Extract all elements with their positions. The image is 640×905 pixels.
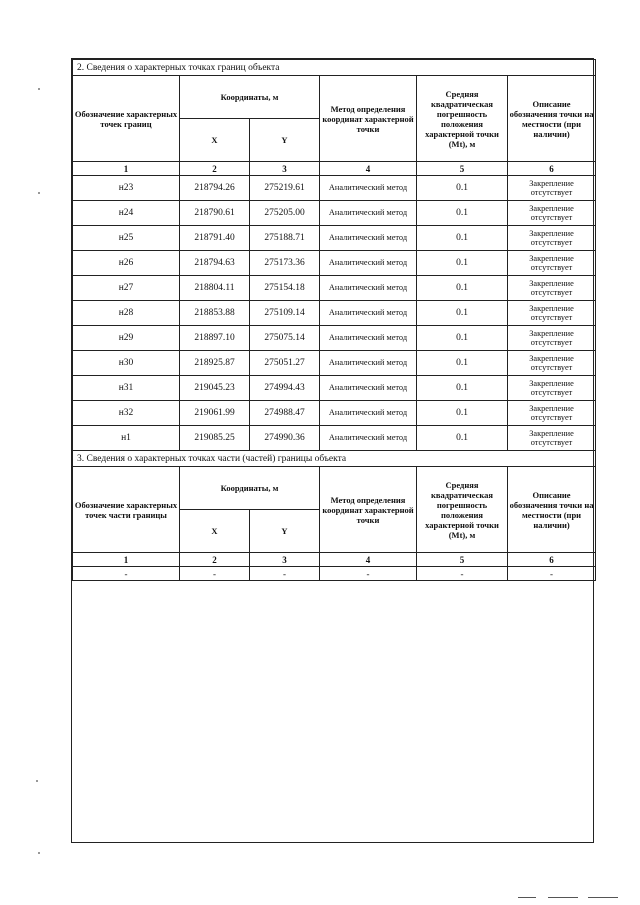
header-designation: Обозначение характерных точек части границы (73, 467, 180, 553)
point-x: 218790.61 (180, 201, 250, 226)
point-y: 275173.36 (250, 251, 320, 276)
scan-line-artifact (548, 897, 578, 898)
section2-title: 2. Сведения о характерных точках границ объекта (73, 60, 596, 76)
point-desc: Закрепление отсутствует (508, 326, 596, 351)
table-row (73, 276, 596, 301)
header-method: Метод определения координат характерной точки (320, 467, 417, 553)
empty-cell: - (508, 567, 596, 581)
point-desc: Закрепление отсутствует (508, 251, 596, 276)
point-mt: 0.1 (417, 401, 508, 426)
point-y: 275154.18 (250, 276, 320, 301)
point-y: 275051.27 (250, 351, 320, 376)
point-desc: Закрепление отсутствует (508, 426, 596, 451)
point-method: Аналитический метод (320, 376, 417, 401)
point-x: 218804.11 (180, 276, 250, 301)
header-error: Средняя квадратическая погрешность положения характерной точки (Mt), м (417, 76, 508, 162)
empty-data-row (73, 567, 596, 581)
point-name: н24 (73, 201, 180, 226)
col-number: 1 (73, 162, 180, 176)
col-number: 1 (73, 553, 180, 567)
point-x: 218853.88 (180, 301, 250, 326)
col-number: 2 (180, 553, 250, 567)
point-method: Аналитический метод (320, 426, 417, 451)
table-row (73, 426, 596, 451)
point-x: 218897.10 (180, 326, 250, 351)
point-mt: 0.1 (417, 251, 508, 276)
table-row (73, 201, 596, 226)
header-designation: Обозначение характерных точек границ (73, 76, 180, 162)
header-coords: Координаты, м (180, 467, 320, 510)
document-frame (71, 58, 594, 843)
point-x: 218794.63 (180, 251, 250, 276)
point-y: 275109.14 (250, 301, 320, 326)
point-mt: 0.1 (417, 301, 508, 326)
empty-cell: - (250, 567, 320, 581)
point-mt: 0.1 (417, 226, 508, 251)
empty-cell: - (320, 567, 417, 581)
table-row (73, 376, 596, 401)
point-mt: 0.1 (417, 201, 508, 226)
points-body (73, 176, 596, 451)
point-mt: 0.1 (417, 376, 508, 401)
point-method: Аналитический метод (320, 201, 417, 226)
column-numbers-row (73, 162, 596, 176)
header-x: X (180, 510, 250, 553)
point-method: Аналитический метод (320, 326, 417, 351)
header-method: Метод определения координат характерной точки (320, 76, 417, 162)
point-x: 218791.40 (180, 226, 250, 251)
col-number: 5 (417, 162, 508, 176)
table-row (73, 301, 596, 326)
point-method: Аналитический метод (320, 176, 417, 201)
table-row (73, 226, 596, 251)
empty-cell: - (73, 567, 180, 581)
header-coords: Координаты, м (180, 76, 320, 119)
point-x: 219045.23 (180, 376, 250, 401)
point-name: н30 (73, 351, 180, 376)
point-x: 219085.25 (180, 426, 250, 451)
point-y: 275188.71 (250, 226, 320, 251)
point-desc: Закрепление отсутствует (508, 226, 596, 251)
header-y: Y (250, 119, 320, 162)
section3-title: 3. Сведения о характерных точках части (частей) границы объекта (73, 451, 596, 467)
col-number: 6 (508, 553, 596, 567)
table-row (73, 351, 596, 376)
point-method: Аналитический метод (320, 276, 417, 301)
header-desc: Описание обозначения точки на местности (при наличии) (508, 76, 596, 162)
header-error: Средняя квадратическая погрешность положения характерной точки (Mt), м (417, 467, 508, 553)
point-mt: 0.1 (417, 326, 508, 351)
point-x: 219061.99 (180, 401, 250, 426)
point-y: 274994.43 (250, 376, 320, 401)
point-desc: Закрепление отсутствует (508, 376, 596, 401)
section3-table (72, 450, 596, 581)
point-mt: 0.1 (417, 276, 508, 301)
point-method: Аналитический метод (320, 226, 417, 251)
point-y: 274988.47 (250, 401, 320, 426)
point-name: н32 (73, 401, 180, 426)
point-name: н28 (73, 301, 180, 326)
header-y: Y (250, 510, 320, 553)
empty-cell: - (180, 567, 250, 581)
point-name: н31 (73, 376, 180, 401)
col-number: 2 (180, 162, 250, 176)
point-method: Аналитический метод (320, 351, 417, 376)
point-name: н26 (73, 251, 180, 276)
point-x: 218794.26 (180, 176, 250, 201)
column-numbers-row (73, 553, 596, 567)
point-desc: Закрепление отсутствует (508, 301, 596, 326)
table-row (73, 176, 596, 201)
point-desc: Закрепление отсутствует (508, 401, 596, 426)
point-method: Аналитический метод (320, 251, 417, 276)
point-desc: Закрепление отсутствует (508, 201, 596, 226)
scan-dot-artifact (38, 852, 40, 854)
empty-cell: - (417, 567, 508, 581)
scan-dot-artifact (38, 192, 40, 194)
point-name: н1 (73, 426, 180, 451)
point-y: 275075.14 (250, 326, 320, 351)
point-y: 274990.36 (250, 426, 320, 451)
col-number: 6 (508, 162, 596, 176)
point-name: н29 (73, 326, 180, 351)
header-desc: Описание обозначения точки на местности (при наличии) (508, 467, 596, 553)
col-number: 4 (320, 553, 417, 567)
point-y: 275205.00 (250, 201, 320, 226)
point-desc: Закрепление отсутствует (508, 276, 596, 301)
point-desc: Закрепление отсутствует (508, 351, 596, 376)
col-number: 5 (417, 553, 508, 567)
point-mt: 0.1 (417, 351, 508, 376)
col-number: 4 (320, 162, 417, 176)
scan-line-artifact (588, 897, 618, 898)
point-method: Аналитический метод (320, 301, 417, 326)
point-name: н27 (73, 276, 180, 301)
point-mt: 0.1 (417, 426, 508, 451)
point-method: Аналитический метод (320, 401, 417, 426)
point-y: 275219.61 (250, 176, 320, 201)
scan-dot-artifact (36, 780, 38, 782)
col-number: 3 (250, 162, 320, 176)
point-name: н25 (73, 226, 180, 251)
point-name: н23 (73, 176, 180, 201)
section2-table (72, 59, 596, 451)
point-desc: Закрепление отсутствует (508, 176, 596, 201)
scan-dot-artifact (38, 88, 40, 90)
table-row (73, 401, 596, 426)
point-mt: 0.1 (417, 176, 508, 201)
scan-line-artifact (518, 897, 536, 898)
header-x: X (180, 119, 250, 162)
table-row (73, 326, 596, 351)
point-x: 218925.87 (180, 351, 250, 376)
col-number: 3 (250, 553, 320, 567)
table-row (73, 251, 596, 276)
